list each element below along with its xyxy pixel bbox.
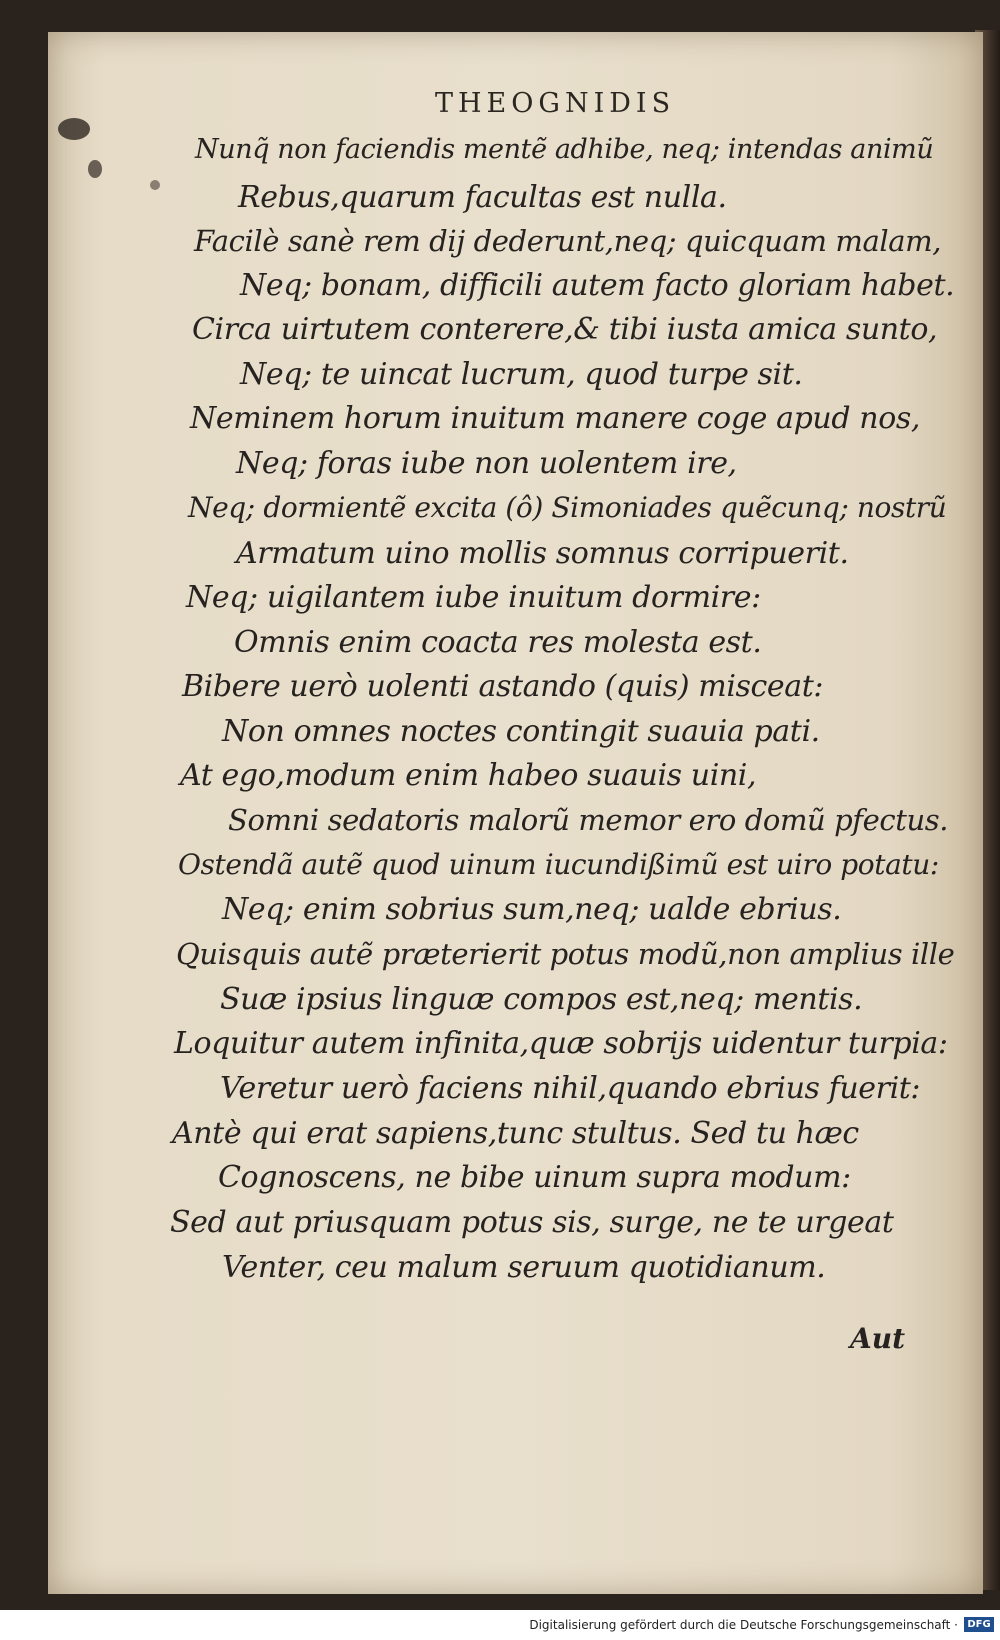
verse-line: Neq; bonam, difficili autem facto gloriam habet.: [240, 268, 955, 303]
dfg-logo: DFG: [964, 1617, 994, 1632]
verse-line: Facilè sanè rem dij dederunt,neq; quicquam malam,: [194, 224, 942, 258]
ink-blot: [58, 118, 90, 140]
verse-line: Venter, ceu malum seruum quotidianum.: [222, 1250, 826, 1285]
verse-line: Neq; enim sobrius sum,neq; ualde ebrius.: [222, 892, 842, 927]
verse-line: At ego,modum enim habeo suauis uini,: [180, 758, 757, 793]
verse-line: Loquitur autem infinita,quæ sobrijs uidentur turpia:: [174, 1026, 948, 1061]
verse-line: Armatum uino mollis somnus corripuerit.: [236, 536, 849, 571]
verse-line: Neq; te uincat lucrum, quod turpe sit.: [240, 357, 803, 392]
verse-line: Somni sedatoris malorũ memor ero domũ pfectus.: [228, 803, 949, 837]
verse-line: Neq; uigilantem iube inuitum dormire:: [186, 580, 761, 615]
verse-line: Omnis enim coacta res molesta est.: [234, 625, 762, 660]
verse-line: Bibere uerò uolenti astando (quis) misceat:: [182, 669, 824, 704]
verse-line: Ostendã autẽ quod uinum iucundißimũ est uiro potatu:: [178, 848, 939, 881]
digitization-credit: Digitalisierung gefördert durch die Deutsche Forschungsgemeinschaft ·: [529, 1618, 958, 1632]
verse-line: Neq; dormientẽ excita (ô) Simoniades quẽcunq; nostrũ: [188, 491, 947, 524]
verse-line: Nunq̃ non faciendis mentẽ adhibe, neq; intendas animũ: [195, 134, 934, 165]
verse-line: Antè qui erat sapiens,tunc stultus. Sed tu hæc: [172, 1116, 859, 1151]
verse-line: Quisquis autẽ præterierit potus modũ,non amplius ille: [176, 937, 955, 971]
catchword: Aut: [850, 1322, 906, 1355]
ink-blot: [150, 180, 160, 190]
verse-line: Cognoscens, ne bibe uinum supra modum:: [218, 1160, 851, 1195]
verse-line: Circa uirtutem conterere,& tibi iusta amica sunto,: [192, 312, 938, 347]
verse-line: Rebus,quarum facultas est nulla.: [238, 180, 727, 215]
verse-line: Non omnes noctes contingit suauia pati.: [222, 714, 820, 749]
verse-line: Sed aut priusquam potus sis, surge, ne te urgeat: [170, 1205, 894, 1240]
ink-blot: [88, 160, 102, 178]
verse-line: Neminem horum inuitum manere coge apud nos,: [190, 401, 920, 436]
verse-line: Veretur uerò faciens nihil,quando ebrius fuerit:: [220, 1071, 921, 1106]
running-head: THEOGNIDIS: [435, 88, 676, 119]
verse-line: Suæ ipsius linguæ compos est,neq; mentis.: [220, 982, 863, 1017]
verse-line: Neq; foras iube non uolentem ire,: [236, 446, 737, 481]
footer-bar: [0, 1610, 1000, 1640]
